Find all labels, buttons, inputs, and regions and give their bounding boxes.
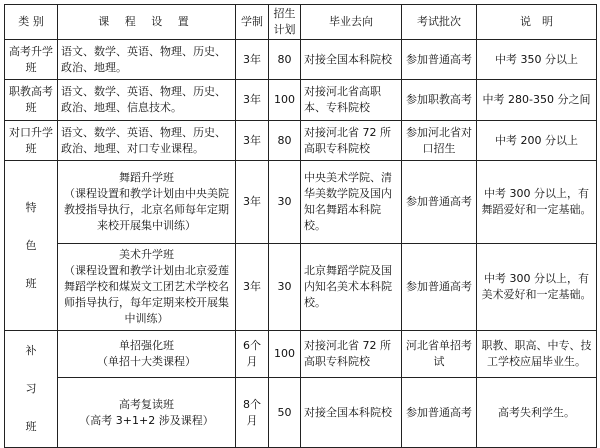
exam-cell: 参加普通高考	[402, 40, 477, 80]
header-exam: 考试批次	[402, 5, 477, 40]
exam-cell: 参加职教高考	[402, 80, 477, 121]
note-cell: 中考 300 分以上，有舞蹈爱好和一定基础。	[477, 161, 597, 244]
duration-cell: 6个月	[236, 331, 269, 378]
course-title: 舞蹈升学班	[119, 171, 174, 184]
table-row	[5, 244, 597, 331]
course-cell: 语文、数学、英语、物理、历史、政治、地理、对口专业课程。	[58, 121, 236, 161]
note-cell: 中考 350 分以上	[477, 40, 597, 80]
category-char: 补	[25, 344, 37, 357]
enroll-cell: 80	[269, 40, 301, 80]
note-cell: 高考失利学生。	[477, 378, 597, 448]
header-row	[5, 5, 597, 40]
duration-cell: 3年	[236, 121, 269, 161]
course-cell: 语文、数学、英语、物理、历史、政治、地理。	[58, 40, 236, 80]
table-row	[5, 378, 597, 448]
exam-cell: 参加普通高考	[402, 161, 477, 244]
course-cell	[58, 331, 236, 378]
course-cell	[58, 378, 236, 448]
table-row	[5, 121, 597, 161]
destination-cell: 对接河北省高职本、专科院校	[301, 80, 402, 121]
tutoring-category-cell	[5, 331, 58, 448]
destination-cell: 对接全国本科院校	[301, 378, 402, 448]
table-row	[5, 331, 597, 378]
duration-cell: 3年	[236, 161, 269, 244]
enroll-cell: 100	[269, 331, 301, 378]
note-cell: 中考 200 分以上	[477, 121, 597, 161]
header-course: 课 程 设 置	[58, 5, 236, 40]
course-title: 美术升学班	[119, 248, 174, 261]
special-category-cell	[5, 161, 58, 331]
header-duration: 学制	[236, 5, 269, 40]
enrollment-table	[4, 4, 597, 448]
course-detail: （课程设置和教学计划由中央美院教授指导执行，北京名师每年定期来校开展集中训练）	[64, 187, 229, 232]
destination-cell: 对接河北省 72 所高职专科院校	[301, 121, 402, 161]
destination-cell: 对接全国本科院校	[301, 40, 402, 80]
exam-cell: 参加普通高考	[402, 244, 477, 331]
table-row	[5, 161, 597, 244]
course-cell	[58, 244, 236, 331]
category-char: 习	[25, 382, 37, 395]
header-note: 说 明	[477, 5, 597, 40]
header-enroll: 招生计划	[269, 5, 301, 40]
enroll-cell: 80	[269, 121, 301, 161]
enroll-cell: 30	[269, 161, 301, 244]
exam-cell: 参加河北省对口招生	[402, 121, 477, 161]
table-row	[5, 80, 597, 121]
duration-cell: 8个月	[236, 378, 269, 448]
category-char: 特	[25, 200, 37, 214]
category-char: 班	[25, 420, 37, 433]
header-category: 类 别	[5, 5, 58, 40]
category-cell: 高考升学班	[5, 40, 58, 80]
table-row	[5, 40, 597, 80]
category-char: 色	[25, 238, 37, 252]
course-cell	[58, 161, 236, 244]
category-cell: 职教高考班	[5, 80, 58, 121]
enroll-cell: 100	[269, 80, 301, 121]
duration-cell: 3年	[236, 244, 269, 331]
category-cell: 对口升学班	[5, 121, 58, 161]
destination-cell: 北京舞蹈学院及国内知名美术本科院校。	[301, 244, 402, 331]
exam-cell: 河北省单招考试	[402, 331, 477, 378]
course-cell: 语文、数学、英语、物理、历史、政治、地理、信息技术。	[58, 80, 236, 121]
duration-cell: 3年	[236, 40, 269, 80]
exam-cell: 参加普通高考	[402, 378, 477, 448]
category-char: 班	[25, 276, 37, 290]
course-title: 单招强化班	[119, 339, 174, 353]
course-title: 高考复读班	[119, 397, 174, 411]
header-destination: 毕业去向	[301, 5, 402, 40]
note-cell: 中考 300 分以上，有美术爱好和一定基础。	[477, 244, 597, 331]
note-cell: 中考 280-350 分之间	[477, 80, 597, 121]
course-detail: （单招十大类课程）	[97, 355, 196, 369]
destination-cell: 对接河北省 72 所高职专科院校	[301, 331, 402, 378]
course-detail: （高考 3+1+2 涉及课程）	[79, 413, 214, 427]
destination-cell: 中央美术学院、清华美数学院及国内知名舞蹈本科院校。	[301, 161, 402, 244]
enroll-cell: 50	[269, 378, 301, 448]
note-cell: 职教、职高、中专、技工学校应届毕业生。	[477, 331, 597, 378]
duration-cell: 3年	[236, 80, 269, 121]
enroll-cell: 30	[269, 244, 301, 331]
course-detail: （课程设置和教学计划由北京爱莲舞蹈学校和煤炭文工团艺术学校名师指导执行，每年定期来校开展集中训练）	[64, 264, 229, 325]
